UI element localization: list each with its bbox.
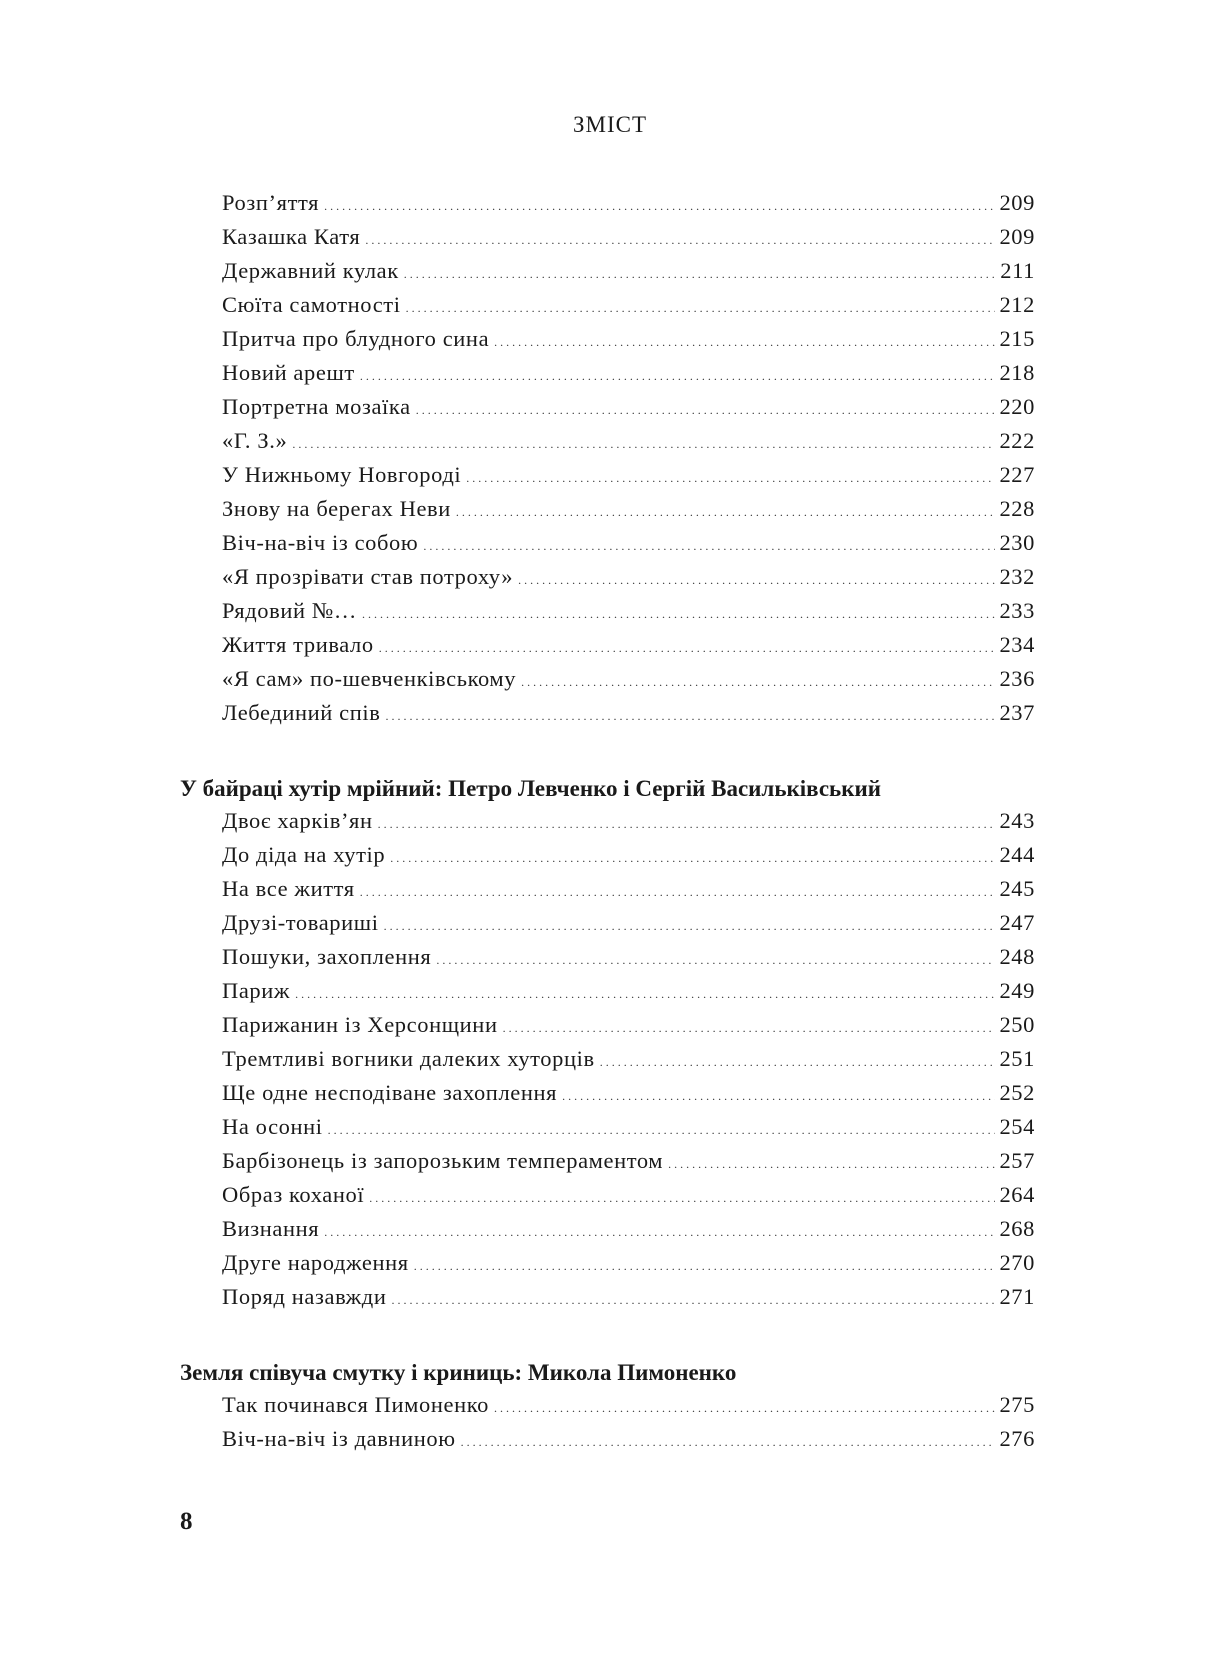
dot-leader <box>360 876 996 902</box>
entry-title: У Нижньому Новгороді <box>222 462 462 487</box>
dot-leader <box>562 1080 995 1106</box>
entry-title: Париж <box>222 978 291 1003</box>
entry-page-number: 257 <box>999 1148 1035 1173</box>
entry-title: Рядовий №… <box>222 598 358 623</box>
dot-leader <box>292 428 995 454</box>
toc-entry <box>222 1284 1035 1318</box>
entry-title: Друге народження <box>222 1250 409 1275</box>
dot-leader <box>414 1250 996 1276</box>
entry-title: Віч-на-віч із давниною <box>222 1426 456 1451</box>
entry-page-number: 222 <box>999 428 1035 453</box>
entry-page-number: 220 <box>999 394 1035 419</box>
toc-entry <box>222 598 1035 632</box>
entry-title: На все життя <box>222 876 355 901</box>
entry-page-number: 227 <box>999 462 1035 487</box>
dot-leader <box>362 598 995 624</box>
toc-entry <box>222 496 1035 530</box>
entry-title: Двоє харків’ян <box>222 808 373 833</box>
dot-leader <box>404 258 996 284</box>
entry-page-number: 244 <box>999 842 1035 867</box>
entry-page-number: 236 <box>999 666 1035 691</box>
entry-title: Лебединий спів <box>222 700 381 725</box>
dot-leader <box>436 944 995 970</box>
entry-title: Так починався Пимоненко <box>222 1392 489 1417</box>
entry-page-number: 271 <box>999 1284 1035 1309</box>
toc-entry <box>222 360 1035 394</box>
toc-entry <box>222 842 1035 876</box>
dot-leader <box>295 978 995 1004</box>
toc-entry <box>222 808 1035 842</box>
dot-leader <box>406 292 996 318</box>
toc-entry <box>222 564 1035 598</box>
toc-entry <box>222 1426 1035 1460</box>
entry-page-number: 218 <box>999 360 1035 385</box>
entry-page-number: 247 <box>999 910 1035 935</box>
toc-entry <box>222 700 1035 734</box>
entry-page-number: 212 <box>999 292 1035 317</box>
dot-leader <box>365 224 995 250</box>
entry-page-number: 234 <box>999 632 1035 657</box>
entry-title: Новий арешт <box>222 360 355 385</box>
entry-title: Казашка Катя <box>222 224 361 249</box>
toc-entry <box>222 978 1035 1012</box>
toc-entry <box>222 1148 1035 1182</box>
entry-page-number: 232 <box>999 564 1035 589</box>
toc-entry <box>222 944 1035 978</box>
dot-leader <box>521 666 995 692</box>
dot-leader <box>369 1182 995 1208</box>
entry-title: Барбізонець із запорозьким темпераментом <box>222 1148 664 1173</box>
entry-page-number: 254 <box>999 1114 1035 1139</box>
dot-leader <box>416 394 996 420</box>
dot-leader <box>518 564 995 590</box>
entry-page-number: 243 <box>999 808 1035 833</box>
entry-title: Сюїта самотності <box>222 292 401 317</box>
entry-title: На осонні <box>222 1114 323 1139</box>
entry-page-number: 233 <box>999 598 1035 623</box>
entry-page-number: 250 <box>999 1012 1035 1037</box>
toc-entry <box>222 530 1035 564</box>
entry-title: Пошуки, захоплення <box>222 944 432 969</box>
toc-entry <box>222 462 1035 496</box>
toc-entry <box>222 258 1035 292</box>
entry-page-number: 270 <box>999 1250 1035 1275</box>
dot-leader <box>494 1392 995 1418</box>
dot-leader <box>503 1012 996 1038</box>
toc-entry <box>222 1182 1035 1216</box>
entry-title: Життя тривало <box>222 632 374 657</box>
entry-title: «Г. З.» <box>222 428 288 453</box>
dot-leader <box>378 808 996 834</box>
toc-entry <box>222 326 1035 360</box>
section-heading: Земля співуча смутку і криниць: Микола Пимоненко <box>180 1360 737 1385</box>
toc-entry <box>222 1046 1035 1080</box>
entry-title: Ще одне несподіване захоплення <box>222 1080 558 1105</box>
entry-page-number: 228 <box>999 496 1035 521</box>
entry-title: Друзі-товариші <box>222 910 379 935</box>
entry-page-number: 249 <box>999 978 1035 1003</box>
entry-page-number: 245 <box>999 876 1035 901</box>
entry-title: Портретна мозаїка <box>222 394 411 419</box>
toc-entry <box>222 1250 1035 1284</box>
toc-entry <box>222 224 1035 258</box>
entry-title: До діда на хутір <box>222 842 386 867</box>
entry-title: «Я сам» по-шевченківському <box>222 666 517 691</box>
entry-title: Розп’яття <box>222 190 320 215</box>
toc-entry <box>222 428 1035 462</box>
toc-entry <box>222 1080 1035 1114</box>
dot-leader <box>360 360 996 386</box>
dot-leader <box>391 1284 995 1310</box>
entry-title: «Я прозрівати став потроху» <box>222 564 514 589</box>
entry-page-number: 252 <box>999 1080 1035 1105</box>
dot-leader <box>466 462 995 488</box>
toc-entry <box>222 666 1035 700</box>
dot-leader <box>324 1216 995 1242</box>
entry-page-number: 209 <box>999 224 1035 249</box>
dot-leader <box>456 496 996 522</box>
toc-entry <box>222 1012 1035 1046</box>
toc-entry <box>222 876 1035 910</box>
entry-page-number: 275 <box>999 1392 1035 1417</box>
entry-page-number: 276 <box>999 1426 1035 1451</box>
running-head: ЗМІСТ <box>572 112 648 137</box>
entry-title: Тремтливі вогники далеких хуторців <box>222 1046 595 1071</box>
toc-entry <box>222 190 1035 224</box>
entry-page-number: 251 <box>999 1046 1035 1071</box>
dot-leader <box>385 700 995 726</box>
dot-leader <box>461 1426 996 1452</box>
entry-page-number: 268 <box>999 1216 1035 1241</box>
entry-page-number: 211 <box>1000 258 1035 283</box>
toc-entry <box>222 292 1035 326</box>
toc-entry <box>222 1114 1035 1148</box>
entry-page-number: 215 <box>999 326 1035 351</box>
entry-title: Знову на берегах Неви <box>222 496 451 521</box>
toc-entry <box>222 394 1035 428</box>
entry-page-number: 230 <box>999 530 1035 555</box>
dot-leader <box>328 1114 996 1140</box>
entry-title: Віч-на-віч із собою <box>222 530 419 555</box>
entry-title: Визнання <box>222 1216 320 1241</box>
entry-page-number: 264 <box>999 1182 1035 1207</box>
dot-leader <box>494 326 995 352</box>
entry-title: Державний кулак <box>222 258 399 283</box>
dot-leader <box>600 1046 996 1072</box>
dot-leader <box>384 910 996 936</box>
page-number: 8 <box>180 1508 193 1535</box>
entry-page-number: 237 <box>999 700 1035 725</box>
dot-leader <box>668 1148 995 1174</box>
entry-title: Поряд назавжди <box>222 1284 387 1309</box>
entry-page-number: 248 <box>999 944 1035 969</box>
dot-leader <box>423 530 995 556</box>
toc-entry <box>222 1216 1035 1250</box>
section-heading: У байраці хутір мрійний: Петро Левченко і Сергій Васильківський <box>180 776 881 801</box>
entry-title: Образ коханої <box>222 1182 365 1207</box>
dot-leader <box>379 632 996 658</box>
table-of-contents <box>180 190 1035 1460</box>
toc-entry <box>222 910 1035 944</box>
entry-page-number: 209 <box>999 190 1035 215</box>
toc-entry <box>222 1392 1035 1426</box>
entry-title: Парижанин із Херсонщини <box>222 1012 498 1037</box>
dot-leader <box>390 842 995 868</box>
dot-leader <box>324 190 995 216</box>
entry-title: Притча про блудного сина <box>222 326 490 351</box>
toc-entry <box>222 632 1035 666</box>
